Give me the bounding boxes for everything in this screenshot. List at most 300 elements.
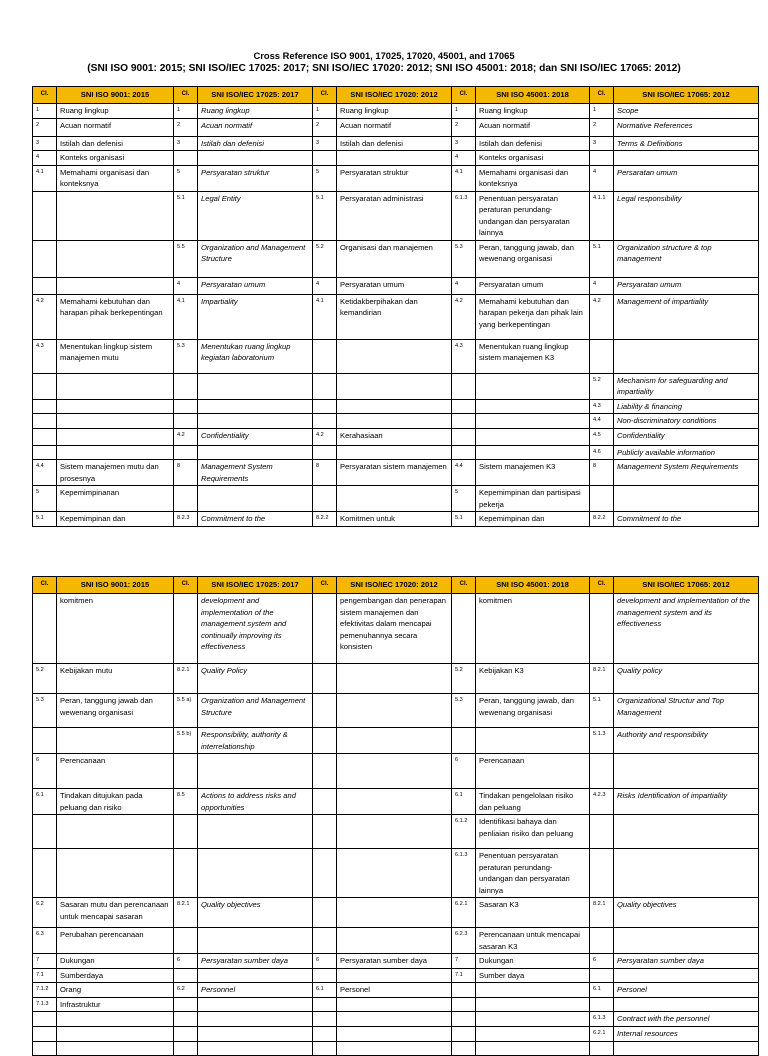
table-row (33, 294, 759, 339)
iso45001-clause-cell: 1 (452, 104, 476, 119)
iec17065-text-cell: Management System Requirements (614, 460, 759, 486)
iso45001-text-cell: Konteks organisasi (476, 151, 590, 166)
iec17025-text-cell (198, 849, 313, 898)
iec17025-clause-cell (174, 1012, 198, 1027)
iec17065-clause-cell: 4 (590, 165, 614, 191)
iso9001-text-cell: Infrastruktur (57, 997, 174, 1012)
iso9001-text-cell (57, 849, 174, 898)
iso45001-clause-cell: 3 (452, 136, 476, 151)
iso45001-text-cell: Sistem manajemen K3 (476, 460, 590, 486)
iec17025-clause-cell: 4.1 (174, 294, 198, 339)
iec17020-clause-cell: 5.1 (313, 191, 337, 240)
iec17065-clause-cell (590, 486, 614, 512)
iso9001-text-cell: Tindakan ditujukan pada peluang dan risiko (57, 789, 174, 815)
iec17065-text-cell: Quality policy (614, 664, 759, 694)
iso45001-clause-cell: 6.1.3 (452, 849, 476, 898)
iec17020-text-cell: Ruang lingkup (337, 104, 452, 119)
iso45001-clause-cell: 7 (452, 954, 476, 969)
iec17065-header: SNI ISO/IEC 17065: 2012 (614, 577, 759, 594)
iec17020-text-cell: Kerahasiaan (337, 428, 452, 445)
table-row (33, 694, 759, 728)
iec17025-text-cell: Personnel (198, 983, 313, 998)
iec17065-clause-cell: 4.3 (590, 399, 614, 414)
iec17065-clause-cell: 4.2 (590, 294, 614, 339)
iso45001-text-cell (476, 445, 590, 460)
iec17020-clause-cell: 5 (313, 165, 337, 191)
iec17020-text-cell (337, 1041, 452, 1055)
iec17020-text-cell (337, 339, 452, 373)
iec17025-text-cell: Organization and Management Structure (198, 694, 313, 728)
iec17020-text-cell (337, 399, 452, 414)
iso45001-clause-cell: 6.1 (452, 789, 476, 815)
iso45001-text-cell: Dukungan (476, 954, 590, 969)
iec17025-clause-cell (174, 445, 198, 460)
iec17020-text-cell (337, 754, 452, 789)
iec17065-clause-cell (590, 754, 614, 789)
table-row (33, 1041, 759, 1055)
iso45001-text-cell: Kepemimpinan dan (476, 512, 590, 527)
iso9001-text-cell: Peran, tanggung jawab dan wewenang organisasi (57, 694, 174, 728)
iec17025-clause-cell: 5.5 (174, 240, 198, 277)
iso45001-clause-cell: 6.2.3 (452, 928, 476, 954)
iec17020-clause-cell (313, 414, 337, 429)
iec17065-text-cell: Authority and responsibility (614, 728, 759, 754)
iec17065-clause-cell (590, 928, 614, 954)
table-row (33, 997, 759, 1012)
iso9001-clause-cell (33, 399, 57, 414)
iso45001-clause-cell (452, 373, 476, 399)
iec17065-clause-cell: 4.5 (590, 428, 614, 445)
iec17065-text-cell: Quality objectives (614, 898, 759, 928)
iso45001-clause-cell: 4 (452, 151, 476, 166)
clause-header: Cl. (590, 87, 614, 104)
iec17025-text-cell: development and implementation of the management system and continually improving its effectiveness (198, 594, 313, 664)
iec17025-text-cell: Actions to address risks and opportunities (198, 789, 313, 815)
iec17020-text-cell (337, 486, 452, 512)
iec17065-text-cell: Persaratan umum (614, 165, 759, 191)
iec17065-text-cell: Persyaratan umum (614, 277, 759, 294)
iec17025-text-cell (198, 997, 313, 1012)
iec17025-text-cell: Commitment to the (198, 512, 313, 527)
iec17020-text-cell: Persyaratan sistem manajemen (337, 460, 452, 486)
iec17065-clause-cell: 6.1 (590, 983, 614, 998)
iso45001-text-cell: Menentukan ruang lingkup sistem manajemen K3 (476, 339, 590, 373)
iso45001-text-cell: komitmen (476, 594, 590, 664)
iso9001-clause-cell (33, 428, 57, 445)
iec17065-clause-cell: 8.2.1 (590, 898, 614, 928)
table-row (33, 414, 759, 429)
iec17020-text-cell: Komitmen untuk (337, 512, 452, 527)
iso45001-clause-cell (452, 1027, 476, 1042)
iso45001-clause-cell: 4.2 (452, 294, 476, 339)
iso9001-text-cell: Dukungan (57, 954, 174, 969)
iso9001-text-cell (57, 399, 174, 414)
iec17020-clause-cell (313, 486, 337, 512)
iec17025-clause-cell: 5.5 b) (174, 728, 198, 754)
iso9001-clause-cell: 6.2 (33, 898, 57, 928)
iec17025-clause-cell (174, 414, 198, 429)
iso9001-clause-cell: 7 (33, 954, 57, 969)
iso9001-text-cell (57, 728, 174, 754)
iso45001-text-cell (476, 414, 590, 429)
iso45001-clause-cell (452, 728, 476, 754)
iec17025-clause-cell: 8.5 (174, 789, 198, 815)
iec17025-clause-cell: 1 (174, 104, 198, 119)
table-row (33, 240, 759, 277)
iec17025-clause-cell: 3 (174, 136, 198, 151)
iso9001-clause-cell (33, 1012, 57, 1027)
table-1-body (33, 104, 759, 527)
iec17025-text-cell: Impartiality (198, 294, 313, 339)
iso45001-clause-cell (452, 414, 476, 429)
iec17025-clause-cell: 2 (174, 118, 198, 136)
iec17025-text-cell (198, 151, 313, 166)
iec17025-clause-cell (174, 754, 198, 789)
iec17025-clause-cell: 8.2.1 (174, 898, 198, 928)
iec17025-text-cell: Acuan normatif (198, 118, 313, 136)
iso9001-text-cell: Kebijakan mutu (57, 664, 174, 694)
table-row (33, 594, 759, 664)
iso45001-clause-cell: 6.2.1 (452, 898, 476, 928)
clause-header: Cl. (313, 87, 337, 104)
iec17020-clause-cell (313, 968, 337, 983)
iec17020-header: SNI ISO/IEC 17020: 2012 (337, 87, 452, 104)
iec17065-text-cell (614, 486, 759, 512)
iec17065-clause-cell: 5.1.3 (590, 728, 614, 754)
iec17025-clause-cell (174, 151, 198, 166)
iec17020-clause-cell: 1 (313, 104, 337, 119)
iec17025-clause-cell: 4 (174, 277, 198, 294)
iso9001-text-cell: Memahami kebutuhan dan harapan pihak berkepentingan (57, 294, 174, 339)
iec17025-clause-cell: 5.1 (174, 191, 198, 240)
iec17020-clause-cell (313, 997, 337, 1012)
table-row (33, 151, 759, 166)
table-row (33, 277, 759, 294)
iec17065-text-cell: Commitment to the (614, 512, 759, 527)
iso9001-text-cell: Memahami organisasi dan konteksnya (57, 165, 174, 191)
iec17020-text-cell: Persyaratan sumber daya (337, 954, 452, 969)
iec17065-text-cell: Liability & financing (614, 399, 759, 414)
iec17020-text-cell: Acuan normatif (337, 118, 452, 136)
header-row (33, 577, 759, 594)
iso9001-text-cell (57, 428, 174, 445)
iec17025-text-cell (198, 754, 313, 789)
iec17020-text-cell: Istilah dan defenisi (337, 136, 452, 151)
iso45001-text-cell: Memahami organisasi dan konteksnya (476, 165, 590, 191)
iso45001-clause-cell (452, 445, 476, 460)
iec17025-text-cell (198, 1041, 313, 1055)
table-row (33, 1012, 759, 1027)
iso45001-text-cell: Kepemimpinan dan partisipasi pekerja (476, 486, 590, 512)
table-row (33, 104, 759, 119)
table-row (33, 512, 759, 527)
iec17020-text-cell (337, 151, 452, 166)
iec17065-text-cell (614, 339, 759, 373)
iso9001-text-cell (57, 240, 174, 277)
iso9001-clause-cell: 1 (33, 104, 57, 119)
iso9001-text-cell (57, 191, 174, 240)
table-row (33, 789, 759, 815)
iec17065-clause-cell: 5.1 (590, 240, 614, 277)
table-row (33, 968, 759, 983)
iec17020-clause-cell (313, 728, 337, 754)
table-row (33, 428, 759, 445)
clause-header: Cl. (313, 577, 337, 594)
clause-header: Cl. (590, 577, 614, 594)
iec17065-text-cell: Publicly available information (614, 445, 759, 460)
iec17020-text-cell (337, 968, 452, 983)
clause-header: Cl. (452, 87, 476, 104)
table-row (33, 191, 759, 240)
iso9001-clause-cell: 4.3 (33, 339, 57, 373)
iec17020-clause-cell (313, 754, 337, 789)
iec17025-clause-cell (174, 928, 198, 954)
iso45001-clause-cell: 6.1.2 (452, 815, 476, 849)
iec17020-text-cell (337, 728, 452, 754)
iec17065-clause-cell: 3 (590, 136, 614, 151)
iec17065-header: SNI ISO/IEC 17065: 2012 (614, 87, 759, 104)
iec17020-clause-cell (313, 373, 337, 399)
iso9001-text-cell: Sistem manajemen mutu dan prosesnya (57, 460, 174, 486)
iec17025-text-cell: Menentukan ruang lingkup kegiatan laboratorium (198, 339, 313, 373)
iec17065-text-cell: Personel (614, 983, 759, 998)
iec17025-text-cell: Persyaratan struktur (198, 165, 313, 191)
iec17025-text-cell: Management System Requirements (198, 460, 313, 486)
iso9001-text-cell (57, 445, 174, 460)
table-row (33, 136, 759, 151)
iec17020-clause-cell: 8 (313, 460, 337, 486)
iso9001-header: SNI ISO 9001: 2015 (57, 577, 174, 594)
iso9001-text-cell (57, 373, 174, 399)
iso45001-text-cell: Sasaran K3 (476, 898, 590, 928)
clause-header: Cl. (33, 577, 57, 594)
iec17065-clause-cell: 2 (590, 118, 614, 136)
iec17025-text-cell: Organization and Management Structure (198, 240, 313, 277)
iec17025-text-cell (198, 968, 313, 983)
iec17065-clause-cell: 8.2.1 (590, 664, 614, 694)
iec17020-clause-cell: 6 (313, 954, 337, 969)
iec17065-clause-cell: 6.1.3 (590, 1012, 614, 1027)
iec17020-clause-cell (313, 898, 337, 928)
iec17020-text-cell: Persyaratan umum (337, 277, 452, 294)
iec17025-clause-cell: 6.2 (174, 983, 198, 998)
iso45001-clause-cell (452, 997, 476, 1012)
iec17065-clause-cell: 6.2.1 (590, 1027, 614, 1042)
iec17020-clause-cell: 4.2 (313, 428, 337, 445)
iso9001-clause-cell (33, 815, 57, 849)
iec17020-clause-cell (313, 849, 337, 898)
iso45001-text-cell: Sumber daya (476, 968, 590, 983)
iso45001-text-cell: Acuan normatif (476, 118, 590, 136)
iec17025-clause-cell: 5.5 a) (174, 694, 198, 728)
iso45001-clause-cell: 4.4 (452, 460, 476, 486)
iec17065-clause-cell: 4.4 (590, 414, 614, 429)
iec17065-clause-cell (590, 1041, 614, 1055)
iec17020-text-cell: pengembangan dan penerapan sistem manajemen dan efektivitas dalam mencapai pemenuhannya secara konsisten (337, 594, 452, 664)
iec17025-text-cell: Quality objectives (198, 898, 313, 928)
iso45001-clause-cell: 5.3 (452, 694, 476, 728)
iso45001-text-cell: Perencanaan untuk mencapai sasaran K3 (476, 928, 590, 954)
iec17025-text-cell: Ruang lingkup (198, 104, 313, 119)
iec17065-text-cell (614, 815, 759, 849)
table-row (33, 118, 759, 136)
iec17025-text-cell (198, 1012, 313, 1027)
table-row (33, 486, 759, 512)
iec17025-clause-cell (174, 815, 198, 849)
iec17020-header: SNI ISO/IEC 17020: 2012 (337, 577, 452, 594)
iec17065-clause-cell (590, 815, 614, 849)
iso9001-clause-cell (33, 1027, 57, 1042)
iso45001-clause-cell (452, 1012, 476, 1027)
iec17065-clause-cell: 5.2 (590, 373, 614, 399)
iec17020-text-cell (337, 898, 452, 928)
iso45001-text-cell (476, 1012, 590, 1027)
iec17065-clause-cell: 4.1.1 (590, 191, 614, 240)
iec17025-text-cell (198, 815, 313, 849)
iec17025-text-cell: Persyaratan umum (198, 277, 313, 294)
iec17025-text-cell: Persyaratan sumber daya (198, 954, 313, 969)
iso9001-clause-cell (33, 240, 57, 277)
iec17020-text-cell (337, 664, 452, 694)
iso9001-text-cell: Kepemimpinanan (57, 486, 174, 512)
iso45001-text-cell: Istilah dan defenisi (476, 136, 590, 151)
iso9001-header: SNI ISO 9001: 2015 (57, 87, 174, 104)
iso9001-clause-cell: 7.1.3 (33, 997, 57, 1012)
table-row (33, 849, 759, 898)
iec17020-clause-cell (313, 1041, 337, 1055)
iec17020-clause-cell (313, 928, 337, 954)
iso9001-text-cell: Sasaran mutu dan perencanaan untuk mencapai sasaran (57, 898, 174, 928)
iec17020-text-cell (337, 997, 452, 1012)
table-row (33, 815, 759, 849)
iec17025-text-cell: Confidentiality (198, 428, 313, 445)
iso45001-clause-cell: 6.1.3 (452, 191, 476, 240)
iso9001-text-cell: Sumberdaya (57, 968, 174, 983)
iso9001-clause-cell: 3 (33, 136, 57, 151)
cross-reference-table-1 (32, 86, 759, 527)
iec17065-text-cell: Organization structure & top management (614, 240, 759, 277)
iec17025-text-cell (198, 445, 313, 460)
iec17025-text-cell (198, 399, 313, 414)
iso45001-clause-cell (452, 428, 476, 445)
iec17065-text-cell: development and implementation of the management system and its effectiveness (614, 594, 759, 664)
iso9001-text-cell (57, 815, 174, 849)
iec17020-clause-cell: 2 (313, 118, 337, 136)
iec17020-clause-cell: 8.2.2 (313, 512, 337, 527)
iec17025-text-cell: Responsibility, authority & interrelationship (198, 728, 313, 754)
table-row (33, 399, 759, 414)
iec17025-clause-cell: 4.2 (174, 428, 198, 445)
iso45001-clause-cell: 2 (452, 118, 476, 136)
iec17025-clause-cell (174, 849, 198, 898)
iso45001-clause-cell (452, 594, 476, 664)
header-row (33, 87, 759, 104)
iec17020-text-cell (337, 849, 452, 898)
iso9001-text-cell: Acuan normatif (57, 118, 174, 136)
iec17065-text-cell: Terms & Definitions (614, 136, 759, 151)
iec17065-clause-cell: 5.1 (590, 694, 614, 728)
iso9001-clause-cell (33, 414, 57, 429)
iso45001-clause-cell (452, 1041, 476, 1055)
iso9001-text-cell (57, 277, 174, 294)
iec17025-clause-cell (174, 399, 198, 414)
iec17020-clause-cell (313, 1012, 337, 1027)
clause-header: Cl. (33, 87, 57, 104)
iso9001-clause-cell: 4.2 (33, 294, 57, 339)
iec17020-clause-cell (313, 1027, 337, 1042)
iec17020-clause-cell: 6.1 (313, 983, 337, 998)
iec17020-clause-cell (313, 789, 337, 815)
iso45001-text-cell (476, 728, 590, 754)
iso45001-clause-cell: 4 (452, 277, 476, 294)
document-subtitle: (SNI ISO 9001: 2015; SNI ISO/IEC 17025: 2017; SNI ISO/IEC 17020: 2012; SNI ISO 45001: 2018; dan SNI ISO/IEC 17065: 2012) (87, 63, 681, 74)
iec17025-header: SNI ISO/IEC 17025: 2017 (198, 87, 313, 104)
iso9001-text-cell (57, 1041, 174, 1055)
iso45001-text-cell (476, 1027, 590, 1042)
iso9001-text-cell: Perencanaan (57, 754, 174, 789)
iso9001-text-cell: komitmen (57, 594, 174, 664)
iso45001-text-cell (476, 997, 590, 1012)
iec17025-clause-cell (174, 594, 198, 664)
iso9001-clause-cell: 7.1 (33, 968, 57, 983)
iec17025-text-cell: Istilah dan defenisi (198, 136, 313, 151)
iso45001-text-cell (476, 428, 590, 445)
table-row (33, 898, 759, 928)
iec17020-clause-cell (313, 445, 337, 460)
iec17020-text-cell: Personel (337, 983, 452, 998)
iec17025-clause-cell: 5.3 (174, 339, 198, 373)
iso45001-text-cell: Perencanaan (476, 754, 590, 789)
clause-header: Cl. (452, 577, 476, 594)
iec17065-text-cell: Legal responsibility (614, 191, 759, 240)
iec17020-clause-cell (313, 815, 337, 849)
clause-header: Cl. (174, 87, 198, 104)
iso9001-clause-cell: 6.3 (33, 928, 57, 954)
iec17065-text-cell: Contract with the personnel (614, 1012, 759, 1027)
iec17065-text-cell: Internal resources (614, 1027, 759, 1042)
iec17020-clause-cell: 3 (313, 136, 337, 151)
iec17025-text-cell (198, 414, 313, 429)
iec17025-clause-cell (174, 1027, 198, 1042)
iso45001-text-cell: Peran, tanggung jawab, dan wewenang organisasi (476, 694, 590, 728)
cross-reference-table-2 (32, 576, 759, 1056)
table-row (33, 754, 759, 789)
iec17065-text-cell (614, 928, 759, 954)
table-row (33, 728, 759, 754)
iec17025-clause-cell: 8.2.3 (174, 512, 198, 527)
iso45001-text-cell: Identifikasi bahaya dan penliaian risiko dan peluang (476, 815, 590, 849)
iec17025-clause-cell (174, 486, 198, 512)
iec17065-clause-cell: 8 (590, 460, 614, 486)
iec17020-text-cell (337, 1027, 452, 1042)
table-row (33, 339, 759, 373)
iso9001-clause-cell: 6.1 (33, 789, 57, 815)
iso9001-clause-cell (33, 1041, 57, 1055)
iso9001-text-cell: Menentukan lingkup sistem manajemen mutu (57, 339, 174, 373)
iso9001-text-cell: Orang (57, 983, 174, 998)
table-row (33, 1027, 759, 1042)
iec17020-text-cell (337, 815, 452, 849)
iec17020-clause-cell (313, 694, 337, 728)
table-row (33, 445, 759, 460)
iso9001-text-cell: Perubahan perencanaan (57, 928, 174, 954)
iso9001-clause-cell: 4 (33, 151, 57, 166)
iec17020-text-cell (337, 928, 452, 954)
iso45001-clause-cell: 5.2 (452, 664, 476, 694)
iso45001-clause-cell: 5 (452, 486, 476, 512)
table-row (33, 664, 759, 694)
iec17025-clause-cell (174, 373, 198, 399)
